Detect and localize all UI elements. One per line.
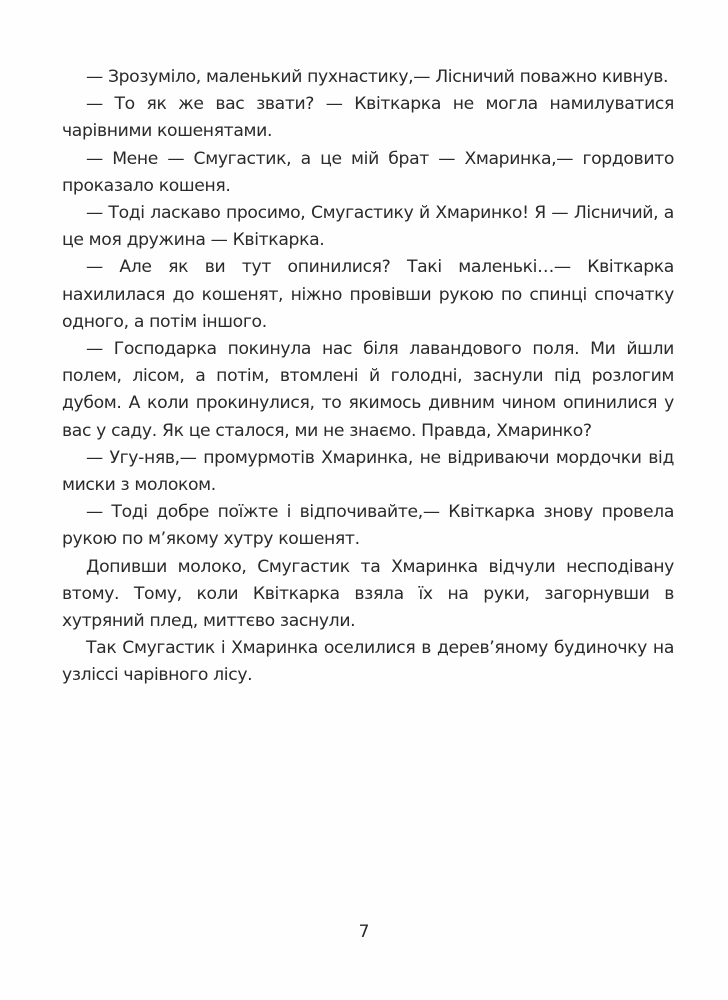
paragraph-2: — То як же вас звати? — Квіткарка не могла намилуватися чарівними кошенятами. xyxy=(62,94,674,142)
paragraph-4: — Тоді ласкаво просимо, Смугастику й Хмаринко! Я — Лісничий, а це моя дружина — Квіткарка. xyxy=(62,203,674,251)
paragraph-3: — Мене — Смугастик, а це мій брат — Хмаринка,— гордовито проказало кошеня. xyxy=(62,148,674,196)
paragraph-9: Допивши молоко, Смугастик та Хмаринка відчули несподівану втому. Тому, коли Квіткарка взяла їх на руки, загорнувши в хутряний плед, миттєво заснули. xyxy=(62,556,674,632)
paragraph-1: — Зрозуміло, маленький пухнастику,— Лісничий поважно кивнув. xyxy=(86,67,669,87)
paragraph-10: Так Смугастик і Хмаринка оселилися в дерев’яному будиночку на узліссі чарівного лісу. xyxy=(62,638,674,686)
page-number: 7 xyxy=(358,922,370,942)
paragraph-8: — Тоді добре поїжте і відпочивайте,— Квіткарка знову провела рукою по м’якому хутру кошенят. xyxy=(62,502,674,550)
paragraph-7: — Угу-няв,— промурмотів Хмаринка, не відриваючи мордочки від миски з молоком. xyxy=(62,447,674,496)
paragraph-6: — Господарка покинула нас біля лавандового поля. Ми йшли полем, лісом, а потім, втомлені й голодні, заснули під розлогим дубом. А коли прокинулися, то якимось дивним чином опинилися у вас у саду. Як це сталося, ми не знаємо. Правда, Хмаринко? xyxy=(62,339,674,441)
paragraph-5: — Але як ви тут опинилися? Такі маленькі…— Квіткарка нахилилася до кошенят, ніжно провівши рукою по спинці спочатку одного, а потім іншого. xyxy=(62,257,674,332)
story-text xyxy=(62,64,674,690)
